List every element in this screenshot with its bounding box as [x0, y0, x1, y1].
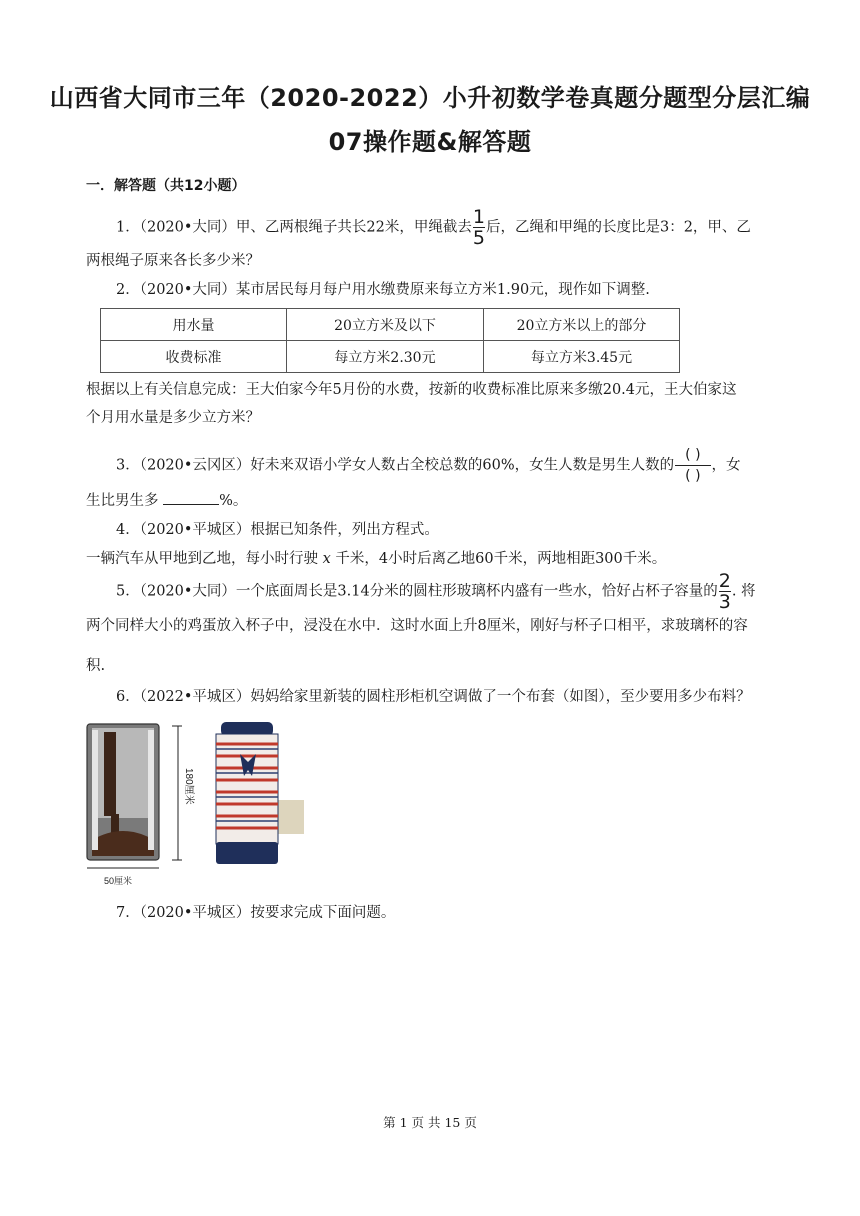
- fraction-two-thirds: [719, 572, 731, 611]
- cloth-cover-illustration: [216, 722, 304, 864]
- percent-sign: %。: [219, 493, 248, 509]
- section-heading: 一．解答题（共12小题）: [86, 178, 246, 194]
- question-2-line-2: 根据以上有关信息完成：王大伯家今年5月份的水费，按新的收费标准比原来多缴20.4元，王大伯家这: [86, 382, 737, 398]
- question-4-text-b: 千米，4小时后离乙地60千米，两地相距300千米。: [330, 551, 667, 567]
- question-2-line-3: 个月用水量是多少立方米？: [86, 410, 260, 426]
- question-1-line-2: 两根绳子原来各长多少米？: [86, 253, 260, 269]
- page-footer: 第 1 页 共 15 页: [383, 1115, 477, 1130]
- table-row: [101, 341, 680, 373]
- table-cell: 20立方米及以下: [287, 309, 484, 341]
- fraction-denominator: ( ): [685, 468, 701, 484]
- question-4-line-2: [86, 549, 666, 569]
- question-1-text-b: 后，乙绳和甲绳的长度比是3：2，甲、乙: [485, 219, 751, 236]
- fraction-numerator: 1: [472, 206, 485, 228]
- height-label: 180厘米: [183, 768, 194, 805]
- question-4: 4．（2020•平城区）根据已知条件，列出方程式。: [116, 522, 439, 538]
- width-label: 50厘米: [104, 876, 133, 886]
- table-cell: 每立方米2.30元: [287, 341, 484, 373]
- blank-fraction: [675, 446, 710, 485]
- question-2: 2．（2020•大同）某市居民每月每户用水缴费原来每立方米1.90元，现作如下调整.: [116, 282, 650, 298]
- question-3-line-2: [86, 490, 247, 511]
- answer-blank: [163, 490, 219, 505]
- variable-x: x: [322, 551, 331, 567]
- question-6: 6．（2022•平城区）妈妈给家里新装的圆柱形柜机空调做了一个布套（如图），至少要用多少布料？: [116, 689, 751, 705]
- question-1: [116, 208, 751, 247]
- air-conditioner-illustration: [87, 724, 159, 860]
- question-5-text-b: . 将: [731, 583, 756, 600]
- fraction-numerator: ( ): [685, 447, 701, 463]
- air-conditioner-figure: [82, 718, 382, 890]
- table-cell: 收费标准: [101, 341, 287, 373]
- table-cell: 20立方米以上的部分: [484, 309, 680, 341]
- question-3-text-b: ，女: [711, 457, 741, 474]
- document-title-line-2: 07操作题&解答题: [328, 128, 532, 156]
- fraction-one-fifth: [473, 208, 485, 247]
- fraction-denominator: 5: [472, 227, 485, 249]
- question-1-text-a: 1．（2020•大同）甲、乙两根绳子共长22米，甲绳截去: [116, 219, 472, 236]
- table-cell: 用水量: [101, 309, 287, 341]
- question-4-text-a: 一辆汽车从甲地到乙地，每小时行驶: [86, 551, 323, 567]
- question-3: [116, 446, 741, 485]
- fraction-numerator: 2: [718, 570, 731, 592]
- question-5-line-2: 两个同样大小的鸡蛋放入杯子中，浸没在水中．这时水面上升8厘米，刚好与杯子口相平，求玻璃杯的容: [86, 618, 748, 634]
- question-3-text-a: 3．（2020•云冈区）好未来双语小学女人数占全校总数的60%，女生人数是男生人数的: [116, 457, 675, 474]
- water-fee-table: [100, 308, 680, 373]
- question-3-line-2-text: 生比男生多: [86, 493, 164, 509]
- table-cell: 每立方米3.45元: [484, 341, 680, 373]
- document-title-line-1: 山西省大同市三年（2020-2022）小升初数学卷真题分题型分层汇编: [49, 84, 811, 112]
- question-5: [116, 572, 756, 611]
- table-row: [101, 309, 680, 341]
- question-7: 7．（2020•平城区）按要求完成下面问题。: [116, 905, 396, 921]
- question-5-line-3: 积.: [86, 658, 106, 674]
- fraction-denominator: 3: [718, 591, 731, 613]
- question-5-text-a: 5．（2020•大同）一个底面周长是3.14分米的圆柱形玻璃杯内盛有一些水，恰好占杯子容量的: [116, 583, 718, 600]
